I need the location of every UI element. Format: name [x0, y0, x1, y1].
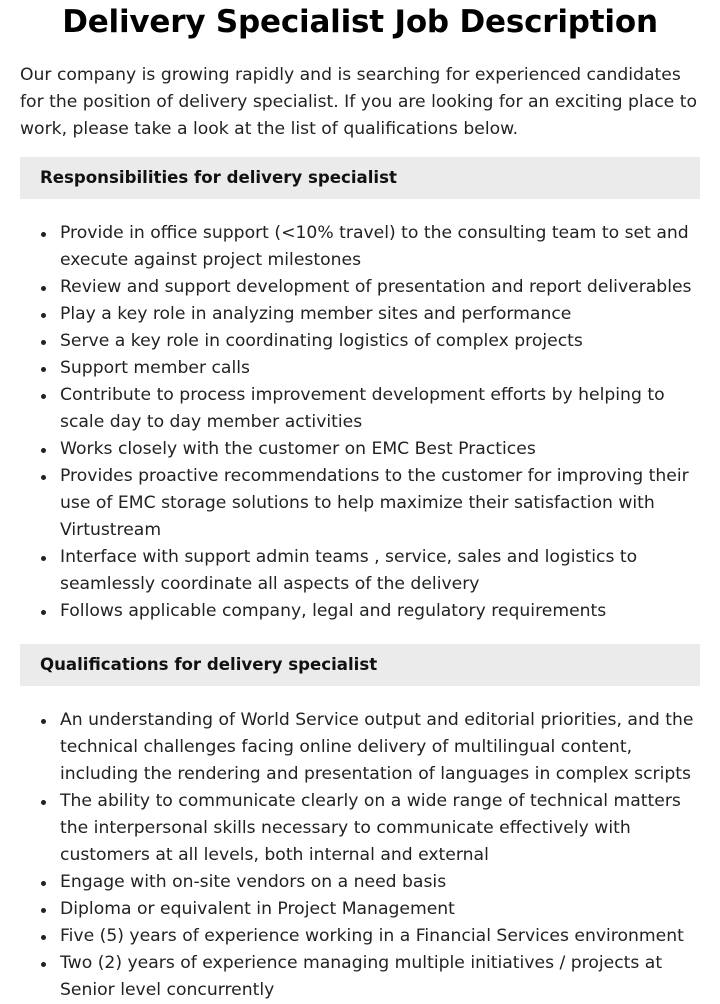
responsibilities-list — [20, 220, 700, 625]
list-item: Diploma or equivalent in Project Management — [60, 896, 700, 923]
list-item: Follows applicable company, legal and regulatory requirements — [60, 598, 700, 625]
list-item: An understanding of World Service output and editorial priorities, and the technical challenges facing online delivery of multilingual content, including the rendering and presentation of languages in complex scripts — [60, 707, 700, 788]
page-title: Delivery Specialist Job Description — [62, 4, 658, 40]
list-item: Five (5) years of experience working in a Financial Services environment — [60, 923, 700, 950]
list-item: Interface with support admin teams , service, sales and logistics to seamlessly coordinate all aspects of the delivery — [60, 544, 700, 598]
intro-paragraph: Our company is growing rapidly and is searching for experienced candidates for the position of delivery specialist. If you are looking for an exciting place to work, please take a look at the list of qualifications below. — [20, 65, 697, 139]
responsibilities-heading: Responsibilities for delivery specialist — [20, 157, 700, 199]
qualifications-heading: Qualifications for delivery specialist — [20, 644, 700, 686]
list-item: Support member calls — [60, 355, 700, 382]
list-item: Contribute to process improvement development efforts by helping to scale day to day member activities — [60, 382, 700, 436]
list-item: Play a key role in analyzing member sites and performance — [60, 301, 700, 328]
list-item: Review and support development of presentation and report deliverables — [60, 274, 700, 301]
list-item: Provide in office support (<10% travel) to the consulting team to set and execute against project milestones — [60, 220, 700, 274]
qualifications-list — [20, 707, 700, 1004]
list-item: Serve a key role in coordinating logistics of complex projects — [60, 328, 700, 355]
list-item: Two (2) years of experience managing multiple initiatives / projects at Senior level concurrently — [60, 950, 700, 1004]
list-item: The ability to communicate clearly on a wide range of technical matters the interpersonal skills necessary to communicate effectively with customers at all levels, both internal and external — [60, 788, 700, 869]
list-item: Provides proactive recommendations to the customer for improving their use of EMC storage solutions to help maximize their satisfaction with Virtustream — [60, 463, 700, 544]
list-item: Works closely with the customer on EMC Best Practices — [60, 436, 700, 463]
list-item: Engage with on-site vendors on a need basis — [60, 869, 700, 896]
